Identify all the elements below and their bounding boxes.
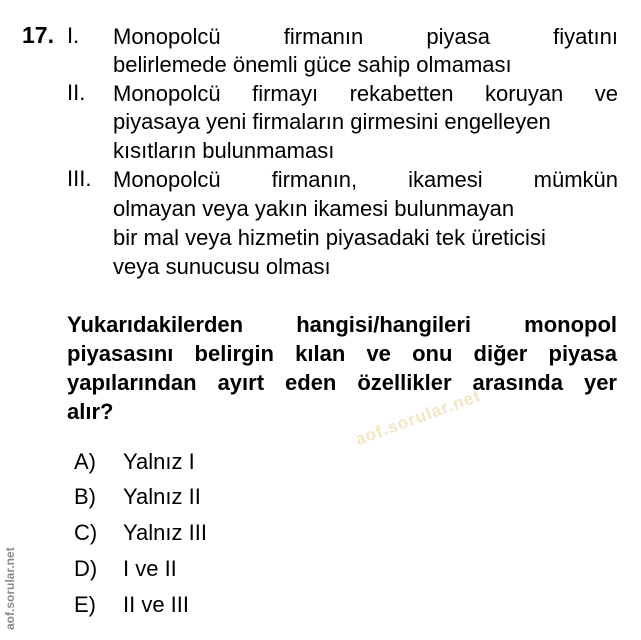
statement-line: belirlemede önemli güce sahip olmaması [113,52,512,77]
option-e-letter[interactable]: E) [74,592,96,617]
statement-numeral: III. [67,166,92,191]
question-line: piyasasını belirgin kılan ve onu diğer piyasa [67,341,617,366]
statement-line: kısıtların bulunmaması [113,138,335,163]
option-a-letter[interactable]: A) [74,449,96,474]
question-line: Yukarıdakilerden hangisi/hangileri monopol [67,312,617,337]
option-d-text[interactable]: I ve II [123,556,177,581]
statement-line: Monopolcü firmanın piyasa fiyatını [113,24,618,49]
option-c-letter[interactable]: C) [74,520,98,545]
statement-line: Monopolcü firmanın, ikamesi mümkün [113,167,618,192]
statement-line: Monopolcü firmayı rekabetten koruyan ve [113,81,618,106]
watermark: aof.sorular.net [352,386,484,450]
statement-numeral: II. [67,80,86,105]
statement-numeral: I. [67,23,80,48]
statement-line: olmayan veya yakın ikamesi bulunmayan [113,196,515,221]
question-line: yapılarından ayırt eden özellikler arasında yer [67,370,617,395]
option-b-text[interactable]: Yalnız II [123,484,201,509]
statement-line: veya sunucusu olması [113,254,331,279]
question-line: alır? [67,399,114,424]
option-a-text[interactable]: Yalnız I [123,449,195,474]
option-c-text[interactable]: Yalnız III [123,520,207,545]
option-d-letter[interactable]: D) [74,556,98,581]
option-b-letter[interactable]: B) [74,484,96,509]
statement-line: bir mal veya hizmetin piyasadaki tek üreticisi [113,225,546,250]
option-e-text[interactable]: II ve III [123,592,190,617]
side-watermark: aof.sorular.net [3,547,17,630]
statement-line: piyasaya yeni firmaların girmesini engelleyen [113,109,551,134]
question-number: 17. [22,22,54,48]
